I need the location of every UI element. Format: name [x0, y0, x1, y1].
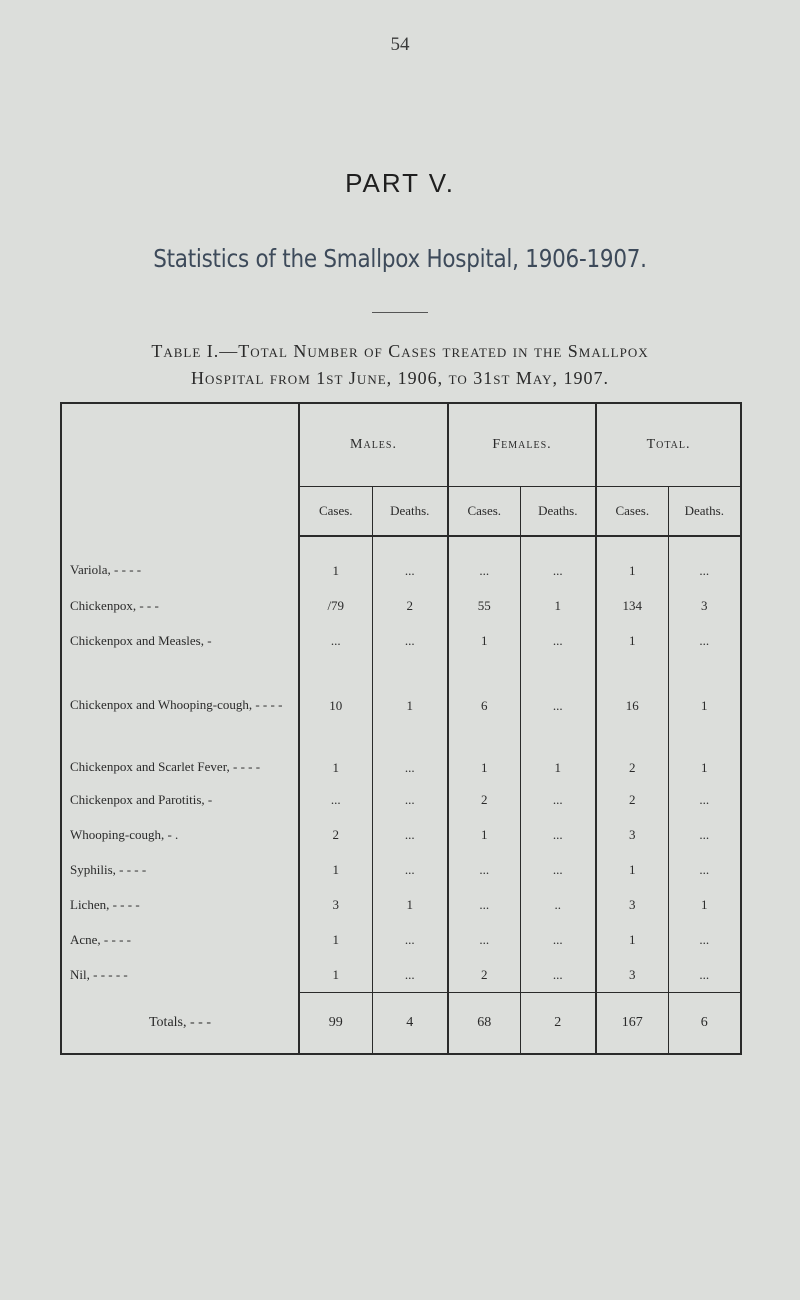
cell-total-deaths: 1 [668, 887, 741, 922]
cell-males-cases: 1 [299, 957, 372, 993]
cell-total-cases: 3 [596, 817, 668, 852]
subheader-males-cases: Cases. [299, 487, 372, 537]
cell-total-deaths: ... [668, 536, 741, 588]
cell-females-deaths: ... [520, 922, 596, 957]
table-row [61, 852, 741, 887]
table-caption-line-1: Table I.—Total Number of Cases treated in the Smallpox [151, 341, 649, 361]
cell-males-deaths: ... [372, 623, 448, 658]
cell-total-cases: 1 [596, 536, 668, 588]
total-females-cases: 68 [448, 993, 520, 1055]
header-males: Males. [299, 403, 448, 487]
total-males-cases: 99 [299, 993, 372, 1055]
table-caption-line-2: Hospital from 1st June, 1906, to 31st May, 1907. [191, 368, 609, 388]
cell-total-deaths: ... [668, 852, 741, 887]
cell-males-cases: 3 [299, 887, 372, 922]
cell-males-cases: ... [299, 623, 372, 658]
cell-total-deaths: 1 [668, 720, 741, 782]
part-title: PART V. [345, 168, 455, 198]
cell-females-deaths: ... [520, 623, 596, 658]
cell-total-cases: 1 [596, 623, 668, 658]
row-label: Chickenpox and Scarlet Fever, - - - - [61, 720, 299, 782]
group-header-row [61, 403, 741, 487]
cell-females-cases: 1 [448, 720, 520, 782]
cell-total-cases: 1 [596, 852, 668, 887]
cell-females-deaths: 1 [520, 588, 596, 623]
cell-total-deaths: ... [668, 957, 741, 993]
cell-males-cases: 1 [299, 852, 372, 887]
cell-males-deaths: 2 [372, 588, 448, 623]
cell-males-deaths: ... [372, 536, 448, 588]
cell-total-deaths: 3 [668, 588, 741, 623]
cell-total-cases: 2 [596, 782, 668, 817]
cell-total-deaths: ... [668, 782, 741, 817]
cell-females-cases: ... [448, 536, 520, 588]
row-label: Syphilis, - - - - [61, 852, 299, 887]
cell-males-deaths: ... [372, 852, 448, 887]
total-total-deaths: 6 [668, 993, 741, 1055]
title-rule [372, 312, 428, 313]
cell-females-deaths: ... [520, 536, 596, 588]
cell-males-cases: 1 [299, 720, 372, 782]
cell-females-deaths: ... [520, 957, 596, 993]
cell-females-cases: ... [448, 852, 520, 887]
cell-females-deaths: ... [520, 852, 596, 887]
row-label: Nil, - - - - - [61, 957, 299, 993]
totals-row [61, 993, 741, 1055]
cell-total-cases: 16 [596, 658, 668, 720]
cell-males-deaths: 1 [372, 887, 448, 922]
header-females: Females. [448, 403, 596, 487]
cell-females-cases: 1 [448, 817, 520, 852]
cell-males-cases: 10 [299, 658, 372, 720]
row-label: Chickenpox and Parotitis, - [61, 782, 299, 817]
table-row [61, 658, 741, 720]
cell-males-cases: 2 [299, 817, 372, 852]
table-row [61, 957, 741, 993]
subheader-females-cases: Cases. [448, 487, 520, 537]
row-label: Chickenpox and Whooping-cough, - - - - [61, 658, 299, 720]
cell-males-deaths: ... [372, 720, 448, 782]
row-label: Acne, - - - - [61, 922, 299, 957]
row-label: Lichen, - - - - [61, 887, 299, 922]
cell-males-deaths: 1 [372, 658, 448, 720]
cell-females-deaths: .. [520, 887, 596, 922]
cell-total-cases: 3 [596, 887, 668, 922]
table-row [61, 588, 741, 623]
cell-females-cases: 1 [448, 623, 520, 658]
header-total: Total. [596, 403, 741, 487]
cell-total-cases: 134 [596, 588, 668, 623]
cell-males-cases: 1 [299, 536, 372, 588]
total-females-deaths: 2 [520, 993, 596, 1055]
row-label: Variola, - - - - [61, 536, 299, 588]
row-label: Chickenpox, - - - [61, 588, 299, 623]
subheader-females-deaths: Deaths. [520, 487, 596, 537]
main-title: Statistics of the Smallpox Hospital, 1906-1907. [153, 244, 647, 273]
cell-males-deaths: ... [372, 782, 448, 817]
cell-females-cases: 2 [448, 957, 520, 993]
table-row [61, 887, 741, 922]
cell-females-cases: ... [448, 887, 520, 922]
cell-females-deaths: ... [520, 658, 596, 720]
cell-females-cases: 55 [448, 588, 520, 623]
subheader-males-deaths: Deaths. [372, 487, 448, 537]
table-row [61, 817, 741, 852]
cell-total-cases: 3 [596, 957, 668, 993]
subheader-total-cases: Cases. [596, 487, 668, 537]
total-total-cases: 167 [596, 993, 668, 1055]
cell-total-cases: 1 [596, 922, 668, 957]
cell-females-cases: 2 [448, 782, 520, 817]
cell-males-deaths: ... [372, 817, 448, 852]
cell-total-deaths: ... [668, 922, 741, 957]
table-caption [0, 338, 800, 392]
cell-total-deaths: ... [668, 817, 741, 852]
cell-total-deaths: 1 [668, 658, 741, 720]
cell-females-deaths: 1 [520, 720, 596, 782]
table-row [61, 782, 741, 817]
cell-males-cases: /79 [299, 588, 372, 623]
totals-label: Totals, - - - [61, 993, 299, 1055]
cell-males-deaths: ... [372, 957, 448, 993]
row-label: Chickenpox and Measles, - [61, 623, 299, 658]
cell-males-deaths: ... [372, 922, 448, 957]
cell-males-cases: 1 [299, 922, 372, 957]
table-row [61, 623, 741, 658]
cell-females-cases: 6 [448, 658, 520, 720]
cell-total-deaths: ... [668, 623, 741, 658]
cell-females-cases: ... [448, 922, 520, 957]
cell-females-deaths: ... [520, 817, 596, 852]
table-row [61, 720, 741, 782]
cell-females-deaths: ... [520, 782, 596, 817]
row-label-header [61, 403, 299, 536]
cell-males-cases: ... [299, 782, 372, 817]
subheader-total-deaths: Deaths. [668, 487, 741, 537]
cell-total-cases: 2 [596, 720, 668, 782]
row-label: Whooping-cough, - . [61, 817, 299, 852]
page-number: 54 [390, 34, 410, 55]
table-row [61, 922, 741, 957]
total-males-deaths: 4 [372, 993, 448, 1055]
statistics-table [60, 402, 740, 1030]
table-row [61, 536, 741, 588]
